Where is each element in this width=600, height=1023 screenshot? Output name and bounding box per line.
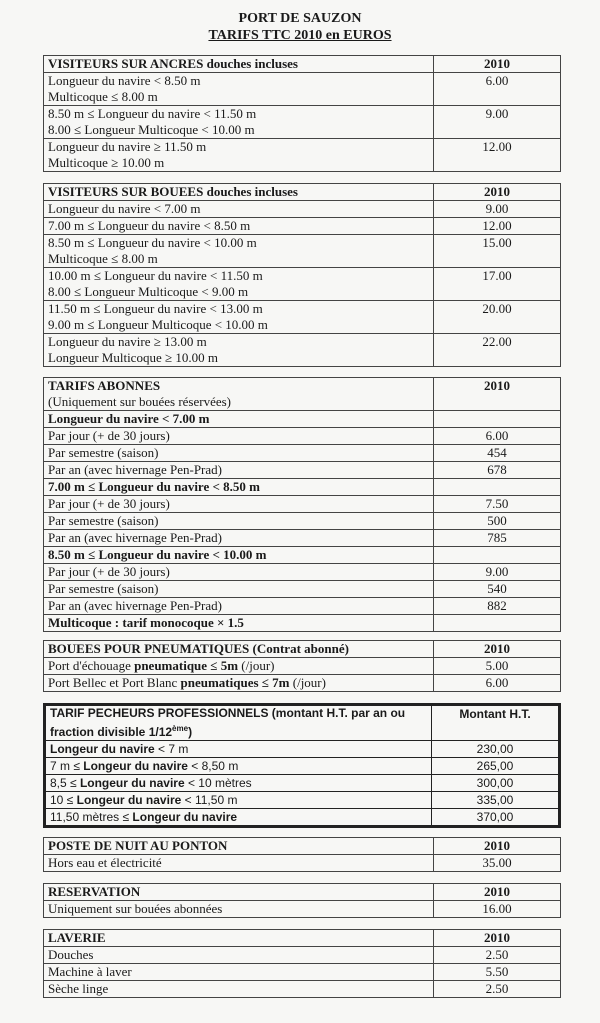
- table-tarifs-abonnes: [43, 377, 561, 632]
- table-row: [44, 106, 561, 139]
- row-label: Longueur du navire < 7.00 m: [44, 201, 434, 218]
- row-value: 5.50: [434, 964, 561, 981]
- row-label-c: < 7 m: [154, 742, 189, 756]
- row-value: 7.50: [434, 496, 561, 513]
- row-label: Par an (avec hivernage Pen-Prad): [44, 530, 434, 547]
- row-value: 20.00: [434, 301, 561, 334]
- section-header-2: fraction divisible 1/12: [50, 725, 173, 739]
- table-visiteurs-ancres: [43, 55, 561, 172]
- row-label-2: 8.00 ≤ Longueur Multicoque < 9.00 m: [48, 284, 249, 299]
- row-label-2: Multicoque ≤ 8.00 m: [48, 251, 158, 266]
- table-row: [44, 445, 561, 462]
- section-header: RESERVATION: [44, 884, 434, 901]
- page-subtitle: TARIFS TTC 2010 en EUROS: [208, 28, 392, 43]
- section-header: VISITEURS SUR ANCRES douches incluses: [44, 56, 434, 73]
- row-value: 15.00: [434, 235, 561, 268]
- multicoque-note: Multicoque : tarif monocoque × 1.5: [44, 615, 434, 632]
- row-label: Par semestre (saison): [44, 581, 434, 598]
- row-label: Douches: [44, 947, 434, 964]
- row-label: 8.50 m ≤ Longueur du navire < 10.00 m: [48, 235, 257, 250]
- table-pecheurs: [43, 703, 561, 828]
- table-row: [44, 462, 561, 479]
- group-title-row: [44, 411, 561, 428]
- table-row: [44, 268, 561, 301]
- row-label-2: 9.00 m ≤ Longueur Multicoque < 10.00 m: [48, 317, 268, 332]
- group-title: 8.50 m ≤ Longueur du navire < 10.00 m: [44, 547, 434, 564]
- row-value: 370,00: [432, 809, 560, 827]
- table-row: [44, 334, 561, 367]
- row-label-b: pneumatiques ≤ 7m: [180, 675, 290, 690]
- row-value: 2.50: [434, 981, 561, 998]
- row-label-c: < 10 mètres: [184, 776, 252, 790]
- row-label: 8.50 m ≤ Longueur du navire < 11.50 m: [48, 106, 257, 121]
- superscript: ème: [172, 724, 189, 733]
- row-label-2: Multicoque ≤ 8.00 m: [48, 89, 158, 104]
- row-value: 9.00: [434, 201, 561, 218]
- year-header: 2010: [434, 930, 561, 947]
- amount-header: Montant H.T.: [432, 705, 560, 741]
- row-label-c: < 11,50 m: [181, 793, 238, 807]
- year-header: 2010: [434, 838, 561, 855]
- row-value: 300,00: [432, 775, 560, 792]
- table-row: [44, 981, 561, 998]
- group-title: 7.00 m ≤ Longueur du navire < 8.50 m: [44, 479, 434, 496]
- table-row: [44, 581, 561, 598]
- table-row: [44, 598, 561, 615]
- row-value: 335,00: [432, 792, 560, 809]
- group-title: Longueur du navire < 7.00 m: [44, 411, 434, 428]
- year-header: 2010: [434, 641, 561, 658]
- row-value: 6.00: [434, 675, 561, 692]
- row-value: 6.00: [434, 428, 561, 445]
- page-title: PORT DE SAUZON: [238, 11, 362, 26]
- table-row: [44, 564, 561, 581]
- table-row: [44, 947, 561, 964]
- row-label-a: 10 ≤: [50, 793, 77, 807]
- table-row: [44, 658, 561, 675]
- row-label-2: 8.00 ≤ Longueur Multicoque < 10.00 m: [48, 122, 255, 137]
- row-value: 9.00: [434, 564, 561, 581]
- row-value: 22.00: [434, 334, 561, 367]
- table-row: [44, 855, 561, 872]
- row-value: 882: [434, 598, 561, 615]
- group-title-row: [44, 479, 561, 496]
- row-label: Sèche linge: [44, 981, 434, 998]
- row-label: Par an (avec hivernage Pen-Prad): [44, 598, 434, 615]
- row-label: Par semestre (saison): [44, 513, 434, 530]
- section-header: VISITEURS SUR BOUEES douches incluses: [44, 184, 434, 201]
- table-row: [44, 139, 561, 172]
- section-header: BOUEES POUR PNEUMATIQUES (Contrat abonné): [44, 641, 434, 658]
- row-value: 230,00: [432, 741, 560, 758]
- table-pneumatiques: [43, 640, 561, 692]
- row-label: Uniquement sur bouées abonnées: [44, 901, 434, 918]
- table-row: [45, 809, 560, 827]
- row-value: 17.00: [434, 268, 561, 301]
- row-label-a: 8,5 ≤: [50, 776, 80, 790]
- row-label-c: < 8,50 m: [187, 759, 239, 773]
- table-ponton: [43, 837, 561, 872]
- table-row: [44, 73, 561, 106]
- table-row: [45, 792, 560, 809]
- row-label-2: Multicoque ≥ 10.00 m: [48, 155, 165, 170]
- table-row: [44, 901, 561, 918]
- table-row: [44, 675, 561, 692]
- row-value: 2.50: [434, 947, 561, 964]
- row-label-b: Longeur du navire: [76, 793, 182, 807]
- row-value: 785: [434, 530, 561, 547]
- row-label-a: 11,50 mètres ≤: [50, 810, 133, 824]
- row-label: Par an (avec hivernage Pen-Prad): [44, 462, 434, 479]
- row-label: Longueur du navire ≥ 13.00 m: [48, 334, 207, 349]
- row-label-2: Longueur Multicoque ≥ 10.00 m: [48, 350, 218, 365]
- row-label: Machine à laver: [44, 964, 434, 981]
- table-row: [44, 218, 561, 235]
- row-value: 500: [434, 513, 561, 530]
- row-label-b: Longeur du navire: [83, 759, 188, 773]
- row-value: 678: [434, 462, 561, 479]
- row-label: Hors eau et électricité: [44, 855, 434, 872]
- table-laverie: [43, 929, 561, 998]
- table-row: [44, 201, 561, 218]
- row-label-b: pneumatique ≤ 5m: [134, 658, 239, 673]
- section-header: TARIF PECHEURS PROFESSIONNELS (montant H.T. par an ou: [50, 706, 406, 720]
- row-value: 540: [434, 581, 561, 598]
- row-value: 12.00: [434, 218, 561, 235]
- table-row: [45, 775, 560, 792]
- table-row: [44, 496, 561, 513]
- section-header: LAVERIE: [44, 930, 434, 947]
- table-row: [44, 301, 561, 334]
- table-row: [44, 615, 561, 632]
- table-row: [45, 741, 560, 758]
- row-label-c: (/jour): [289, 675, 326, 690]
- row-label: Par jour (+ de 30 jours): [44, 496, 434, 513]
- row-label-b: Longeur du navire: [79, 776, 185, 790]
- table-row: [45, 758, 560, 775]
- row-value: 265,00: [432, 758, 560, 775]
- table-row: [44, 530, 561, 547]
- row-label-a: Port Bellec et Port Blanc: [48, 675, 181, 690]
- row-label-c: (/jour): [238, 658, 275, 673]
- group-title-row: [44, 547, 561, 564]
- table-reservation: [43, 883, 561, 918]
- row-label: Longueur du navire < 8.50 m: [48, 73, 201, 88]
- year-header: 2010: [434, 378, 561, 411]
- row-label: Par jour (+ de 30 jours): [44, 428, 434, 445]
- row-label-b: Longeur du navire: [132, 810, 238, 824]
- row-value: 6.00: [434, 73, 561, 106]
- row-label: 7.00 m ≤ Longueur du navire < 8.50 m: [44, 218, 434, 235]
- table-row: [44, 513, 561, 530]
- row-value: 35.00: [434, 855, 561, 872]
- year-header: 2010: [434, 56, 561, 73]
- row-label: 10.00 m ≤ Longueur du navire < 11.50 m: [48, 268, 263, 283]
- row-value: 5.00: [434, 658, 561, 675]
- year-header: 2010: [434, 184, 561, 201]
- row-label: Par jour (+ de 30 jours): [44, 564, 434, 581]
- table-row: [44, 964, 561, 981]
- table-row: [44, 235, 561, 268]
- row-value: 454: [434, 445, 561, 462]
- row-value: 9.00: [434, 106, 561, 139]
- year-header: 2010: [434, 884, 561, 901]
- row-label: Longueur du navire ≥ 11.50 m: [48, 139, 207, 154]
- table-row: [44, 428, 561, 445]
- section-note: (Uniquement sur bouées réservées): [48, 394, 232, 409]
- row-label-a: Port d'échouage: [48, 658, 135, 673]
- row-value: 16.00: [434, 901, 561, 918]
- row-label-a: 7 m ≤: [50, 759, 84, 773]
- row-label: 11.50 m ≤ Longueur du navire < 13.00 m: [48, 301, 263, 316]
- table-visiteurs-bouees: [43, 183, 561, 367]
- section-header: TARIFS ABONNES: [48, 378, 161, 393]
- section-header-end: ): [188, 725, 193, 739]
- section-header: POSTE DE NUIT AU PONTON: [44, 838, 434, 855]
- row-value: 12.00: [434, 139, 561, 172]
- row-label-b: Longeur du navire: [50, 742, 155, 756]
- row-label: Par semestre (saison): [44, 445, 434, 462]
